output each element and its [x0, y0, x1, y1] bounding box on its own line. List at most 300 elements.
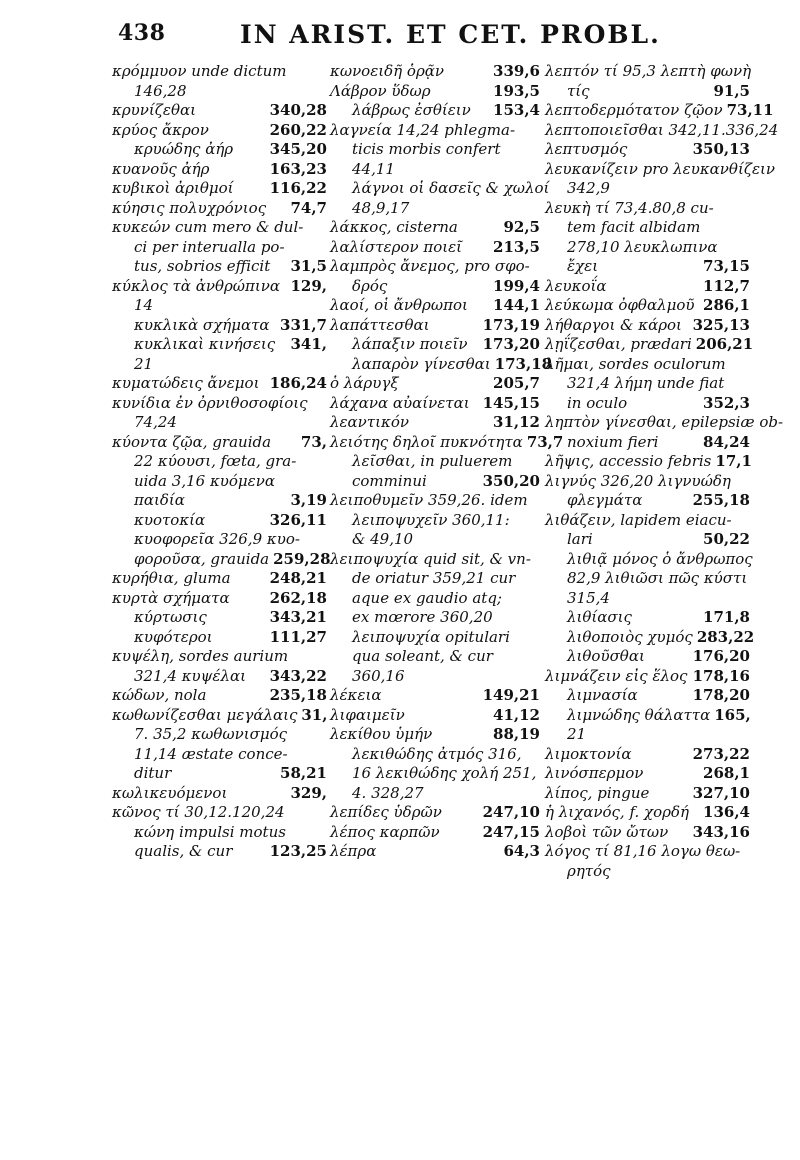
- entry-term: λινόσπερμον: [545, 764, 644, 782]
- index-entry: [112, 686, 327, 706]
- entry-reference: 259,28: [273, 549, 331, 568]
- entry-term: 321,4 λήμη unde fiat: [567, 374, 725, 392]
- entry-term: κύκλος τὰ ἀνθρώπινα: [112, 276, 281, 295]
- index-entry: [545, 589, 750, 609]
- entry-term: κυρτὰ σχήματα: [112, 588, 230, 607]
- entry-reference: 268,1: [703, 764, 750, 782]
- entry-reference: 345,20: [269, 140, 327, 158]
- index-entry: [330, 491, 540, 511]
- index-entry: [545, 745, 750, 765]
- entry-reference: 247,15: [482, 822, 540, 841]
- entry-reference: 286,1: [703, 296, 750, 314]
- index-entry: [545, 530, 750, 550]
- entry-term: ρητός: [567, 861, 611, 880]
- entry-term: Λάβρον ὕδωρ: [330, 81, 431, 100]
- entry-term: λίπος, pingue: [545, 783, 650, 802]
- index-entry: [330, 199, 540, 219]
- entry-term: λάπαξιν ποιεῖν: [352, 335, 468, 353]
- entry-reference: 3,19: [290, 491, 327, 509]
- entry-reference: 206,21: [695, 335, 754, 353]
- entry-term: ἡ λιχανός, f. χορδή: [545, 803, 689, 821]
- entry-term: noxium fieri: [567, 432, 659, 451]
- index-entry: [112, 257, 327, 277]
- entry-term: tus, sobrios efficit: [134, 257, 271, 275]
- entry-term: 74,24: [134, 413, 177, 431]
- index-column-2: [330, 62, 564, 862]
- entry-term: λευκὴ τί 73,4.80,8 cu-: [545, 198, 714, 217]
- entry-reference: 341,: [290, 335, 327, 353]
- entry-reference: 88,19: [493, 725, 540, 743]
- index-entry: [330, 257, 540, 277]
- entry-reference: 262,18: [269, 588, 327, 607]
- index-entry: [330, 725, 540, 745]
- entry-term: κωθωνίζεσθαι μεγάλαις: [112, 705, 298, 724]
- entry-term: λαοί, οἱ ἄνθρωποι: [330, 296, 468, 314]
- entry-term: λαμπρὸς ἄνεμος, pro σφο-: [330, 257, 530, 275]
- entry-reference: 129,: [290, 276, 327, 295]
- index-entry: [545, 355, 750, 375]
- entry-term: κυοτοκία: [134, 510, 206, 529]
- entry-term: & 49,10: [352, 530, 414, 548]
- index-entry: [545, 413, 784, 433]
- entry-term: 16 λεκιθώδης χολή 251,: [352, 764, 537, 782]
- index-entry: [545, 842, 750, 862]
- entry-term: λιγνύς 326,20 λιγνυώδη: [545, 471, 731, 490]
- index-entry: [112, 394, 327, 414]
- index-entry: [545, 764, 750, 784]
- entry-reference: 153,4: [493, 101, 540, 119]
- index-entry: [112, 335, 327, 355]
- entry-reference: 173,18: [494, 354, 553, 373]
- index-entry: [330, 101, 540, 121]
- entry-term: λειποψυχία opitulari: [352, 627, 510, 646]
- index-entry: [112, 472, 327, 492]
- entry-term: κύησις πολυχρόνιος: [112, 198, 267, 217]
- entry-term: 342,9: [567, 179, 610, 197]
- index-entry: [545, 823, 750, 843]
- entry-reference: 199,4: [493, 276, 540, 295]
- entry-term: 321,4 κυψέλαι: [134, 666, 246, 685]
- index-entry: [545, 316, 750, 336]
- entry-term: λάγνοι οἱ δασεῖς & χωλοί: [352, 179, 550, 197]
- entry-term: uida 3,16 κυόμενα: [134, 471, 275, 490]
- entry-reference: 31,5: [290, 257, 327, 275]
- entry-reference: 144,1: [493, 296, 540, 314]
- entry-term: qua soleant, & cur: [352, 647, 493, 665]
- entry-reference: 235,18: [269, 686, 327, 704]
- entry-reference: 176,20: [692, 647, 750, 665]
- index-entry: [112, 355, 327, 375]
- entry-term: tem facit albidam: [567, 218, 701, 236]
- entry-reference: 178,20: [692, 686, 750, 704]
- entry-term: κυρήθια, gluma: [112, 569, 231, 587]
- index-entry: [545, 257, 750, 277]
- entry-reference: 350,13: [692, 140, 750, 158]
- index-entry: [330, 394, 540, 414]
- entry-reference: 17,1: [715, 452, 752, 470]
- index-entry: [112, 764, 327, 784]
- entry-reference: 165,: [714, 705, 751, 724]
- index-entry: [330, 550, 540, 570]
- entry-term: κρόμμυον unde dictum: [112, 62, 287, 80]
- entry-term: ex mœrore 360,20: [352, 608, 493, 626]
- index-entry: [545, 452, 750, 472]
- entry-term: κυψέλη, sordes aurium: [112, 647, 289, 665]
- entry-term: 278,10 λευκλωπινα: [567, 237, 718, 256]
- entry-reference: 248,21: [269, 569, 327, 587]
- index-entry: [545, 686, 750, 706]
- index-entry: [545, 101, 774, 121]
- entry-term: in oculo: [567, 393, 628, 412]
- index-entry: [545, 472, 750, 492]
- entry-term: λήθαργοι & κάροι: [545, 315, 682, 334]
- entry-term: λῃΐζεσθαι, prædari: [545, 335, 692, 353]
- entry-term: 11,14 æstate conce-: [134, 744, 288, 763]
- index-entry: [330, 82, 540, 102]
- entry-term: λεπτόν τί 95,3 λεπτὴ φωνὴ: [545, 62, 752, 80]
- entry-term: λῆμαι, sordes oculorum: [545, 354, 726, 373]
- entry-term: δρός: [352, 276, 388, 295]
- index-entry: [330, 745, 540, 765]
- entry-reference: 116,22: [269, 179, 327, 197]
- entry-term: λῆψις, accessio febris: [545, 452, 712, 470]
- entry-term: 21: [567, 725, 587, 743]
- index-entry: [330, 218, 540, 238]
- entry-term: λάκκος, cisterna: [330, 218, 458, 236]
- entry-term: 7. 35,2 κωθωνισμός: [134, 725, 287, 743]
- entry-reference: 178,16: [692, 666, 750, 685]
- entry-term: φλεγμάτα: [567, 491, 643, 509]
- entry-term: τίς: [567, 81, 590, 100]
- index-entry: [112, 647, 327, 667]
- index-entry: [545, 238, 750, 258]
- index-entry: [330, 784, 540, 804]
- index-entry: [112, 842, 327, 862]
- entry-term: 14: [134, 296, 154, 314]
- entry-term: κώδων, nola: [112, 686, 207, 704]
- index-entry: [545, 62, 750, 82]
- entry-term: λιμνώδης θάλαττα: [567, 705, 711, 724]
- index-entry: [545, 335, 754, 355]
- index-entry: [112, 667, 327, 687]
- entry-term: ci per interualla po-: [134, 237, 285, 256]
- index-entry: [330, 277, 540, 297]
- index-entry: [112, 569, 327, 589]
- index-entry: [545, 120, 779, 141]
- index-entry: [545, 394, 750, 414]
- entry-term: κυφότεροι: [134, 627, 213, 646]
- entry-reference: 255,18: [692, 491, 750, 509]
- entry-term: λειποθυμεῖν 359,26. idem: [330, 491, 528, 509]
- entry-reference: 112,7: [703, 276, 750, 295]
- entry-term: λιμνασία: [567, 686, 638, 704]
- entry-term: ditur: [134, 764, 172, 782]
- index-entry: [330, 608, 540, 628]
- index-entry: [112, 608, 327, 628]
- entry-term: 360,16: [352, 666, 405, 685]
- entry-term: κῶνος τί 30,12.120,24: [112, 803, 285, 821]
- entry-term: de oriatur 359,21 cur: [352, 569, 516, 587]
- index-entry: [545, 706, 750, 726]
- index-entry: [112, 62, 327, 82]
- entry-term: κυβικοὶ ἀριθμοί: [112, 179, 234, 197]
- entry-term: λεπίδες ὑδρῶν: [330, 803, 442, 821]
- entry-reference: 343,22: [269, 666, 327, 685]
- entry-term: κρύος ἄκρον: [112, 120, 209, 139]
- index-entry: [545, 159, 776, 180]
- index-entry: [330, 121, 540, 141]
- entry-reference: 163,23: [269, 159, 327, 178]
- index-entry: [545, 627, 755, 648]
- index-entry: [112, 82, 327, 102]
- index-entry: [545, 803, 750, 823]
- entry-term: λέπος καρπῶν: [330, 822, 440, 841]
- entry-term: κύοντα ζῷα, grauida: [112, 432, 272, 451]
- entry-term: ληπτὸν γίνεσθαι, epilepsiæ ob-: [545, 413, 784, 431]
- index-entry: [545, 647, 750, 667]
- index-entry: [330, 569, 540, 589]
- index-entry: [545, 296, 750, 316]
- entry-reference: 58,21: [280, 764, 327, 782]
- entry-reference: 350,20: [482, 471, 540, 490]
- index-entry: [112, 121, 327, 141]
- entry-reference: 260,22: [269, 120, 327, 139]
- running-title: IN ARIST. ET CET. PROBL.: [240, 20, 661, 49]
- index-entry: [330, 316, 540, 336]
- index-entry: [330, 530, 540, 550]
- entry-term: 4. 328,27: [352, 783, 424, 802]
- entry-term: λεκίθου ὑμήν: [330, 725, 433, 743]
- entry-term: κυματώδεις ἄνεμοι: [112, 374, 260, 392]
- index-entry: [112, 433, 327, 453]
- index-entry: [112, 160, 327, 180]
- entry-term: λιμνάζειν εἰς ἕλος: [545, 666, 688, 685]
- index-entry: [112, 140, 327, 160]
- entry-term: ὁ λάρυγξ: [330, 374, 399, 392]
- entry-term: λειποψυχία quid sit, & vn-: [330, 549, 531, 568]
- index-entry: [112, 784, 327, 804]
- index-entry: [330, 432, 564, 453]
- entry-reference: 343,16: [692, 822, 750, 841]
- index-column-3: [545, 62, 784, 881]
- entry-reference: 186,24: [269, 374, 327, 392]
- entry-reference: 50,22: [703, 530, 750, 548]
- entry-reference: 73,7: [526, 432, 564, 451]
- index-column-1: [112, 62, 331, 862]
- entry-term: λιθοῦσθαι: [567, 647, 645, 665]
- entry-term: λειότης δηλοῖ πυκνότητα: [330, 432, 523, 451]
- entry-term: φοροῦσα, grauida: [134, 549, 270, 568]
- entry-reference: 91,5: [713, 81, 750, 100]
- index-entry: [545, 82, 750, 102]
- index-entry: [330, 160, 540, 180]
- entry-reference: 273,22: [692, 744, 750, 763]
- entry-reference: 171,8: [703, 608, 750, 626]
- index-entry: [112, 549, 331, 570]
- index-entry: [545, 433, 750, 453]
- index-entry: [330, 667, 540, 687]
- index-entry: [545, 862, 750, 882]
- index-entry: [545, 511, 750, 531]
- entry-term: λεῖσθαι, in puluerem: [352, 452, 513, 470]
- index-entry: [112, 296, 327, 316]
- page-number: 438: [118, 20, 166, 46]
- index-entry: [112, 199, 327, 219]
- index-entry: [112, 218, 327, 238]
- index-entry: [330, 706, 540, 726]
- index-entry: [330, 511, 540, 531]
- index-entry: [112, 745, 327, 765]
- entry-term: λάχανα αὐαίνεται: [330, 393, 470, 412]
- index-entry: [112, 101, 327, 121]
- index-entry: [112, 511, 327, 531]
- entry-term: κωνοειδῆ ὁρᾷν: [330, 62, 445, 80]
- entry-reference: 111,27: [269, 627, 327, 646]
- entry-term: 146,28: [134, 81, 187, 100]
- entry-term: λιφαιμεῖν: [330, 705, 405, 724]
- entry-reference: 41,12: [493, 705, 540, 724]
- entry-term: κυκλικὰ σχήματα: [134, 315, 270, 334]
- entry-reference: 213,5: [493, 237, 540, 256]
- index-entry: [112, 179, 327, 199]
- index-entry: [330, 842, 540, 862]
- entry-reference: 352,3: [703, 393, 750, 412]
- entry-term: ἔχει: [567, 257, 599, 275]
- entry-term: qualis, & cur: [134, 842, 233, 860]
- entry-reference: 343,21: [269, 608, 327, 626]
- entry-term: κωλικευόμενοι: [112, 783, 228, 802]
- entry-term: λιθάζειν, lapidem eiacu-: [545, 510, 732, 529]
- entry-term: λεπτυσμός: [545, 140, 628, 158]
- entry-term: λαπαρὸν γίνεσθαι: [352, 354, 491, 373]
- entry-reference: 123,25: [269, 842, 327, 860]
- entry-term: λευκανίζειν pro λευκανθίζειν: [545, 159, 776, 178]
- index-entry: [545, 569, 750, 589]
- index-entry: [330, 452, 540, 472]
- entry-term: 22 κύουσι, fœta, gra-: [134, 452, 297, 470]
- entry-reference: 31,: [301, 705, 328, 724]
- index-entry: [545, 140, 750, 160]
- index-entry: [545, 608, 750, 628]
- entry-reference: 283,22: [696, 627, 755, 646]
- index-entry: [545, 667, 750, 687]
- index-entry: [545, 218, 750, 238]
- entry-reference: 84,24: [703, 432, 750, 451]
- entry-term: comminui: [352, 471, 427, 490]
- entry-reference: 149,21: [482, 686, 540, 704]
- entry-term: ticis morbis confert: [352, 140, 501, 158]
- entry-reference: 73,11: [726, 101, 774, 119]
- entry-term: λαλίστερον ποιεῖ: [330, 237, 463, 256]
- index-entry: [112, 238, 327, 258]
- entry-term: λέπρα: [330, 842, 377, 860]
- entry-term: λεαντικόν: [330, 413, 409, 431]
- entry-reference: 136,4: [703, 803, 750, 821]
- entry-reference: 205,7: [493, 374, 540, 392]
- entry-term: κυκλικαὶ κινήσεις: [134, 335, 276, 353]
- entry-reference: 327,10: [692, 783, 750, 802]
- index-entry: [330, 686, 540, 706]
- entry-term: λιθιᾷ μόνος ὁ ἄνθρωπος: [567, 549, 753, 568]
- entry-reference: 339,6: [493, 62, 540, 80]
- index-entry: [330, 803, 540, 823]
- entry-term: κυκεών cum mero & dul-: [112, 218, 304, 236]
- entry-term: λιθοποιὸς χυμός: [567, 627, 693, 646]
- entry-reference: 64,3: [503, 842, 540, 860]
- index-entry: [330, 62, 540, 82]
- entry-reference: 31,12: [493, 413, 540, 431]
- entry-term: κύρτωσις: [134, 608, 207, 626]
- entry-term: 82,9 λιθιῶσι πῶς κύστι: [567, 569, 748, 587]
- index-entry: [112, 413, 327, 433]
- index-entry: [330, 647, 540, 667]
- index-entry: [112, 725, 327, 745]
- index-entry: [112, 452, 327, 472]
- index-entry: [112, 316, 327, 336]
- entry-reference: 173,20: [482, 335, 540, 353]
- index-entry: [330, 589, 540, 609]
- entry-reference: 247,10: [482, 803, 540, 821]
- index-entry: [330, 764, 540, 784]
- index-entry: [545, 725, 750, 745]
- entry-reference: 329,: [290, 783, 327, 802]
- entry-reference: 173,19: [482, 315, 540, 334]
- entry-term: λόγος τί 81,16 λογω θεω-: [545, 842, 741, 860]
- entry-reference: 340,28: [269, 101, 327, 119]
- index-entry: [330, 472, 540, 492]
- index-entry: [112, 803, 327, 823]
- index-entry: [330, 238, 540, 258]
- entry-reference: 73,: [300, 432, 327, 451]
- entry-term: λεπτοποιεῖσθαι 342,11.336,24: [545, 120, 779, 139]
- entry-term: κυοφορεῖα 326,9 κυο-: [134, 530, 300, 548]
- index-entry: [545, 784, 750, 804]
- index-entry: [545, 277, 750, 297]
- index-entry: [330, 335, 540, 355]
- index-entry: [330, 179, 550, 199]
- entry-term: λεκιθώδης ἀτμός 316,: [352, 744, 522, 763]
- index-entry: [330, 823, 540, 843]
- entry-term: λοβοὶ τῶν ὤτων: [545, 822, 669, 841]
- index-entry: [112, 491, 327, 511]
- index-entry: [545, 179, 750, 199]
- entry-reference: 325,13: [692, 315, 750, 334]
- index-entry: [112, 628, 327, 648]
- entry-reference: 193,5: [493, 81, 540, 100]
- index-entry: [112, 530, 327, 550]
- index-entry: [545, 199, 750, 219]
- entry-term: λεπτοδερμότατον ζῷον: [545, 101, 723, 119]
- entry-term: κρυνίζεθαι: [112, 101, 196, 119]
- index-entry: [112, 277, 327, 297]
- entry-term: λευκοΐα: [545, 276, 607, 295]
- index-entry: [545, 491, 750, 511]
- entry-term: κρυώδης ἀήρ: [134, 140, 234, 158]
- index-entry: [330, 140, 540, 160]
- index-entry: [330, 413, 540, 433]
- entry-term: 48,9,17: [352, 198, 410, 217]
- entry-reference: 145,15: [482, 393, 540, 412]
- entry-term: λειποψυχεῖν 360,11:: [352, 510, 510, 529]
- entry-term: κυνίδια ἐν ὀρνιθοσοφίοις: [112, 393, 308, 412]
- entry-term: 315,4: [567, 588, 610, 607]
- index-entry: [330, 628, 540, 648]
- entry-reference: 74,7: [290, 198, 327, 217]
- index-entry: [545, 374, 750, 394]
- entry-reference: 92,5: [503, 218, 540, 236]
- entry-term: aque ex gaudio atq;: [352, 588, 502, 607]
- entry-term: λιθίασις: [567, 608, 632, 626]
